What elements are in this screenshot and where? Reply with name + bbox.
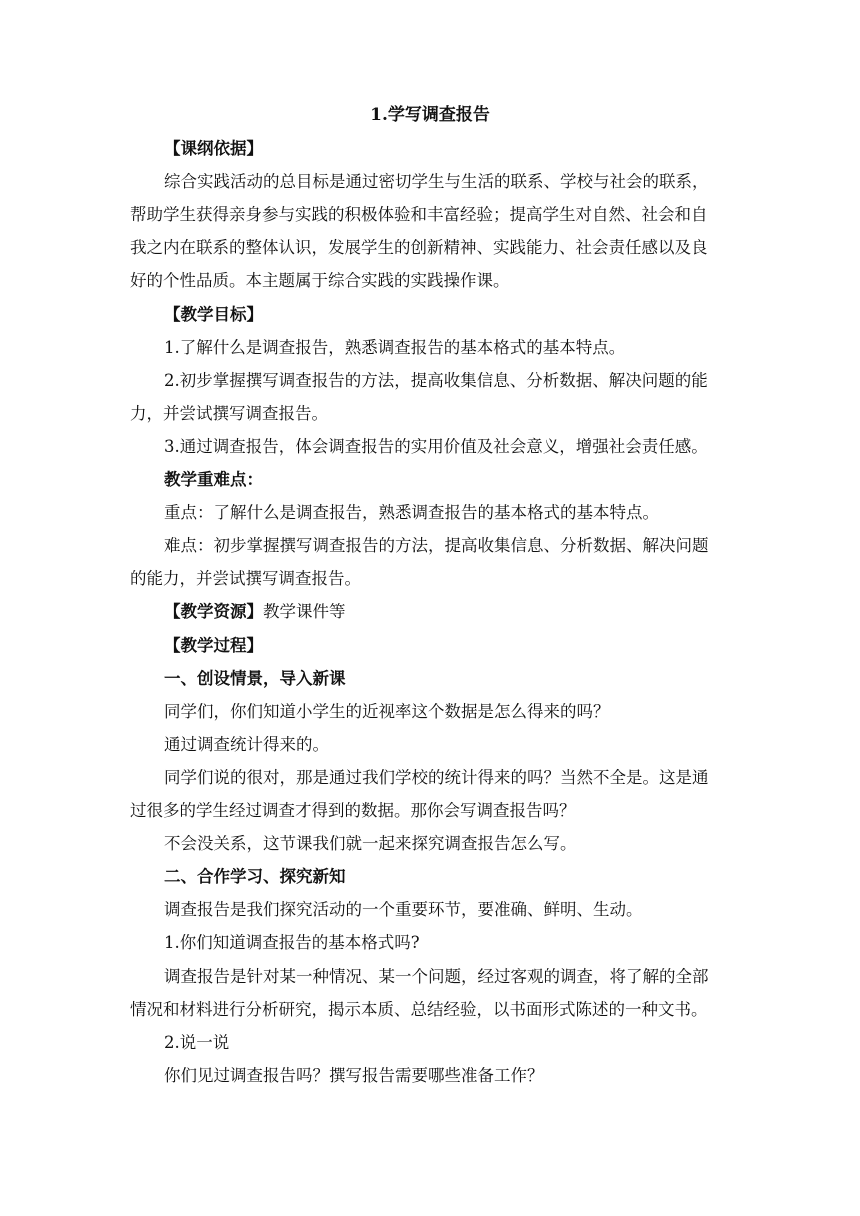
line-text: 不会没关系，这节课我们就一起来探究调查报告怎么写。 (164, 834, 577, 854)
text-line (130, 201, 730, 229)
text-line (164, 598, 730, 626)
text-line (130, 400, 730, 428)
line-text: 3.通过调查报告，体会调查报告的实用价值及社会意义，增强社会责任感。 (164, 436, 708, 456)
text-line (164, 963, 730, 991)
line-text: 2.初步掌握撰写调查报告的方法，提高收集信息、分析数据、解决问题的能 (164, 370, 708, 390)
text-line (164, 731, 730, 759)
text-line (164, 499, 730, 527)
text-line (130, 267, 730, 295)
line-text: 调查报告是针对某一种情况、某一个问题，经过客观的调查，将了解的全部 (164, 966, 709, 986)
text-line (164, 896, 730, 924)
text-line (130, 565, 730, 593)
line-text: 调查报告是我们探究活动的一个重要环节，要准确、鲜明、生动。 (164, 900, 643, 920)
text-line (164, 301, 730, 329)
section-heading: 【教学过程】 (164, 635, 263, 655)
text-line (164, 764, 730, 792)
text-line (164, 1062, 730, 1090)
line-text: 好的个性品质。本主题属于综合实践的实践操作课。 (130, 271, 510, 291)
line-text: 同学们，你们知道小学生的近视率这个数据是怎么得来的吗？ (164, 701, 610, 721)
text-line (164, 929, 730, 957)
text-line (164, 433, 730, 461)
text-line (164, 532, 730, 560)
line-text: 1.了解什么是调查报告，熟悉调查报告的基本格式的基本特点。 (164, 337, 626, 357)
text-line (130, 797, 730, 825)
text-line (164, 367, 730, 395)
line-tail-text: 教学课件等 (263, 602, 346, 622)
section-heading: 二、合作学习、探究新知 (164, 867, 346, 887)
text-line (164, 830, 730, 858)
text-line (164, 466, 730, 494)
text-line (164, 135, 730, 163)
line-text: 1.你们知道调查报告的基本格式吗? (164, 933, 420, 953)
text-line (164, 1029, 730, 1057)
text-line (130, 234, 730, 262)
line-text: 我之内在联系的整体认识，发展学生的创新精神、实践能力、社会责任感以及良 (130, 238, 708, 258)
text-line (164, 168, 730, 196)
line-text: 同学们说的很对，那是通过我们学校的统计得来的吗？当然不全是。这是通 (164, 767, 709, 787)
text-line (164, 863, 730, 891)
section-heading: 一、创设情景，导入新课 (164, 668, 346, 688)
line-text: 难点：初步掌握撰写调查报告的方法，提高收集信息、分析数据、解决问题 (164, 536, 709, 556)
line-text: 的能力，并尝试撰写调查报告。 (130, 569, 361, 589)
text-line (130, 996, 730, 1024)
text-line (164, 665, 730, 693)
line-text: 2.说一说 (164, 1032, 230, 1052)
line-text: 通过调查统计得来的。 (164, 734, 329, 754)
section-heading: 教学重难点： (164, 470, 263, 489)
line-text: 你们见过调查报告吗？撰写报告需要哪些准备工作？ (164, 1065, 544, 1085)
section-heading: 【课纲依据】 (164, 139, 263, 158)
text-line (164, 334, 730, 362)
line-text: 力，并尝试撰写调查报告。 (130, 403, 328, 423)
line-text: 帮助学生获得亲身参与实践的积极体验和丰富经验；提高学生对自然、社会和自 (130, 205, 708, 225)
line-text: 综合实践活动的总目标是通过密切学生与生活的联系、学校与社会的联系， (164, 172, 709, 192)
section-heading: 【教学目标】 (164, 304, 263, 324)
page-title: 1.学写调查报告 (370, 105, 490, 125)
line-text: 重点：了解什么是调查报告，熟悉调查报告的基本格式的基本特点。 (164, 503, 659, 523)
text-line (164, 632, 730, 660)
text-line (164, 698, 730, 726)
line-text: 过很多的学生经过调查才得到的数据。那你会写调查报告吗？ (130, 801, 576, 820)
line-text: 情况和材料进行分析研究，揭示本质、总结经验，以书面形式陈述的一种文书。 (130, 999, 708, 1019)
section-heading: 【教学资源】 (164, 602, 263, 622)
